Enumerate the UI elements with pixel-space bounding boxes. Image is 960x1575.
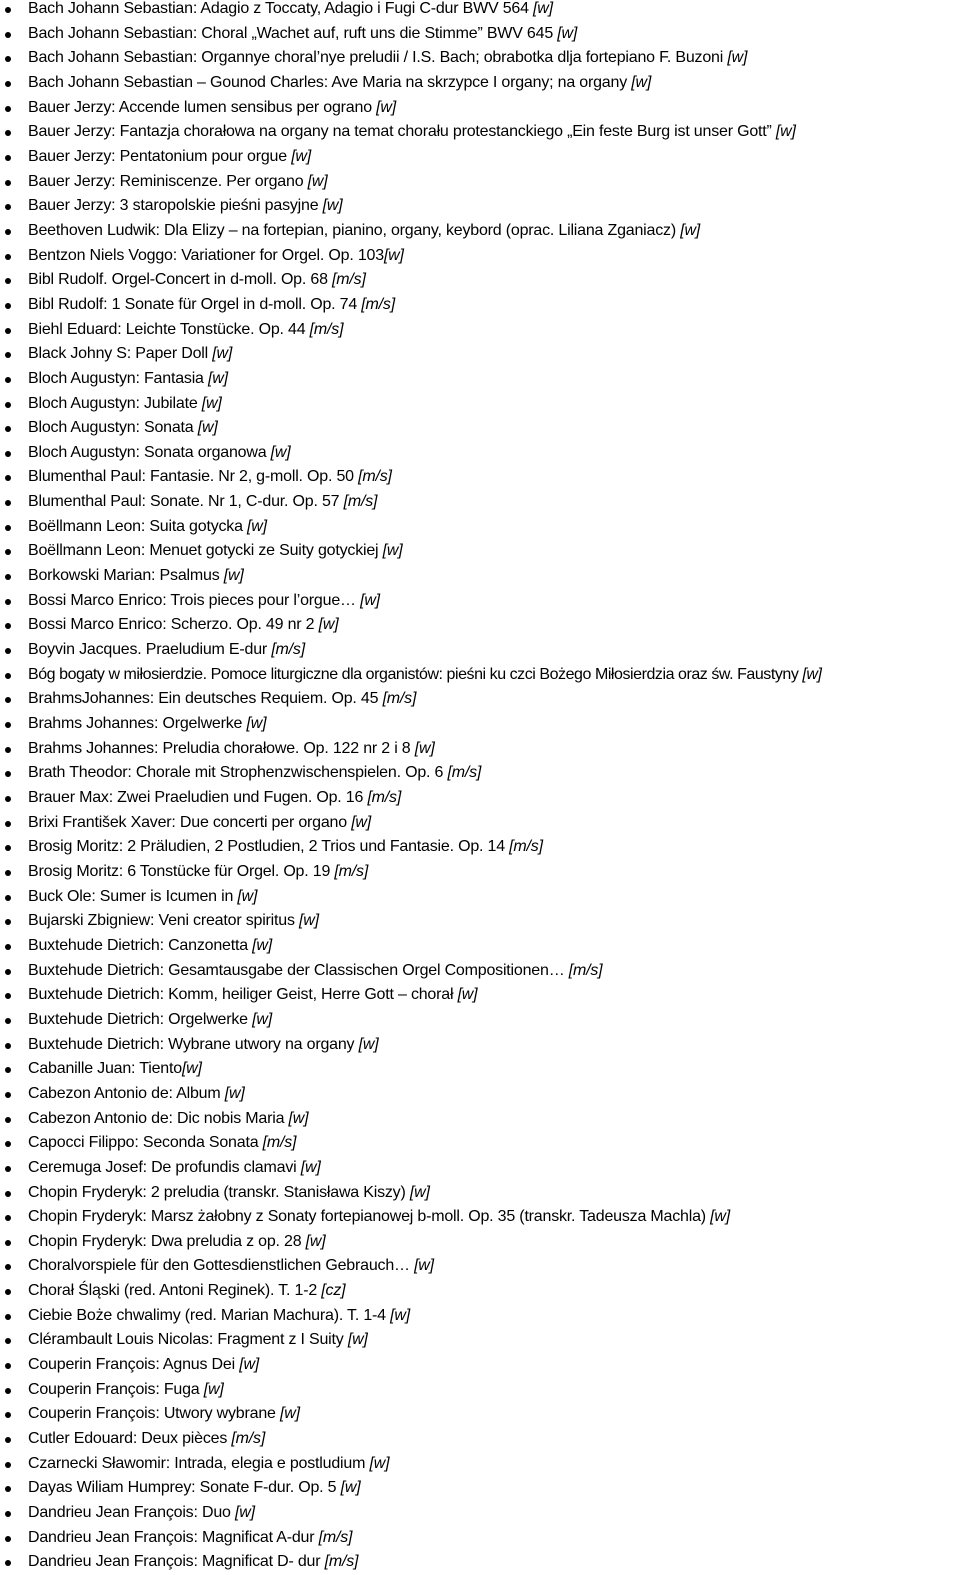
entry-text: Blumenthal Paul: Fantasie. Nr 2, g-moll. Op. 50 <box>28 468 359 486</box>
entry-text: Boyvin Jacques. Praeludium E-dur <box>28 641 272 659</box>
entry-tag: [m/s] <box>358 468 392 486</box>
entry-text: Cabezon Antonio de: Album <box>28 1084 225 1102</box>
entry-tag: [w] <box>247 517 267 535</box>
entry-tag: [w] <box>239 1356 260 1374</box>
list-item <box>0 909 960 934</box>
bullet-icon <box>5 1412 11 1418</box>
bullet-icon <box>5 771 11 777</box>
entry-tag: [m/s] <box>262 1134 297 1152</box>
list-item <box>0 663 960 688</box>
entry-tag: [m/s] <box>334 862 369 880</box>
entry-tag: [w] <box>322 197 343 215</box>
bullet-icon <box>5 1388 11 1394</box>
bullet-icon <box>5 402 11 408</box>
entry-tag: [w] <box>533 0 553 17</box>
entry-text: Buxtehude Dietrich: Gesamtausgabe der Classischen Orgel Compositionen… <box>28 961 569 979</box>
entry-text: Dandrieu Jean François: Magnificat D- dur <box>28 1553 325 1571</box>
list-item <box>0 120 960 145</box>
list-item <box>0 712 960 737</box>
entry-text: Clérambault Louis Nicolas: Fragment z I Suity <box>28 1331 348 1349</box>
bullet-icon <box>5 180 11 186</box>
list-item <box>0 589 960 614</box>
entry-text: Bloch Augustyn: Sonata organowa <box>28 443 271 461</box>
list-item <box>0 1402 960 1427</box>
list-item <box>0 1057 960 1082</box>
entry-text: Bach Johann Sebastian: Adagio z Toccaty, Adagio i Fugi C-dur BWV 564 <box>28 0 534 17</box>
list-item <box>0 1550 960 1575</box>
bullet-icon <box>5 870 11 876</box>
entry-text: Brosig Moritz: 2 Präludien, 2 Postludien, 2 Trios und Fantasie. Op. 14 <box>28 838 510 856</box>
list-item <box>0 367 960 392</box>
entry-text: Capocci Filippo: Seconda Sonata <box>28 1134 263 1152</box>
entry-tag: [m/s] <box>361 295 395 313</box>
bullet-icon <box>5 1092 11 1098</box>
bullet-icon <box>5 919 11 925</box>
entry-tag: [m/s] <box>231 1430 266 1448</box>
entry-text: Brahms Johannes: Orgelwerke <box>28 715 247 733</box>
entry-text: Bibl Rudolf: 1 Sonate für Orgel in d-moll. Op. 74 <box>28 295 362 313</box>
bullet-icon <box>5 599 11 605</box>
bullet-icon <box>5 969 11 975</box>
entry-tag: [m/s] <box>324 1553 359 1571</box>
bullet-icon <box>5 673 11 679</box>
bullet-icon <box>5 1067 11 1073</box>
entry-tag: [w] <box>237 887 258 905</box>
entry-tag: [w] <box>299 912 319 930</box>
entry-text: Couperin François: Utwory wybrane <box>28 1405 280 1423</box>
bullet-icon <box>5 1191 11 1197</box>
entry-tag: [w] <box>360 591 380 609</box>
entry-text: Brixi František Xaver: Due concerti per organo <box>28 813 352 831</box>
entry-text: Buxtehude Dietrich: Komm, heiliger Geist, Herre Gott – chorał <box>28 986 458 1004</box>
entry-text: Chopin Fryderyk: Dwa preludia z op. 28 <box>28 1232 306 1250</box>
list-item <box>0 687 960 712</box>
list-item <box>0 293 960 318</box>
entry-text: Bach Johann Sebastian – Gounod Charles: Ave Maria na skrzypce I organy; na organy <box>28 73 632 91</box>
bullet-icon <box>5 451 11 457</box>
bullet-icon <box>5 7 11 13</box>
entry-text: Brahms Johannes: Preludia chorałowe. Op. 122 nr 2 i 8 <box>28 739 415 757</box>
list-item <box>0 959 960 984</box>
entry-text: BrahmsJohannes: Ein deutsches Requiem. Op. 45 <box>28 690 383 708</box>
entry-text: Bach Johann Sebastian: Choral „Wachet auf, ruft uns die Stimme” BWV 645 <box>28 24 558 42</box>
entry-tag: [w] <box>305 1232 326 1250</box>
list-item <box>0 170 960 195</box>
entry-tag: [w] <box>457 986 478 1004</box>
entry-text: Cabezon Antonio de: Dic nobis Maria <box>28 1109 289 1127</box>
bullet-icon <box>5 1264 11 1270</box>
entry-text: Cutler Edouard: Deux pièces <box>28 1430 232 1448</box>
entry-text: Bloch Augustyn: Fantasia <box>28 369 209 387</box>
entry-text: Bujarski Zbigniew: Veni creator spiritus <box>28 912 300 930</box>
entry-text: Ceremuga Josef: De profundis clamavi <box>28 1158 301 1176</box>
bullet-icon <box>5 352 11 358</box>
entry-text: Chorał Śląski (red. Antoni Reginek). T. 1-2 <box>28 1282 322 1300</box>
list-item <box>0 1033 960 1058</box>
entry-text: Borkowski Marian: Psalmus <box>28 567 224 585</box>
bullet-icon <box>5 204 11 210</box>
list-item <box>0 1476 960 1501</box>
entry-text: Bach Johann Sebastian: Organnye choral’nye preludii / I.S. Bach; obrabotka dlja fortepiano F. Buzoni <box>28 49 728 67</box>
entry-text: Biehl Eduard: Leichte Tonstücke. Op. 44 <box>28 320 310 338</box>
list-item <box>0 564 960 589</box>
bullet-icon <box>5 328 11 334</box>
entry-tag: [cz] <box>321 1282 346 1300</box>
entry-tag: [w] <box>376 98 396 116</box>
entry-text: Bossi Marco Enrico: Trois pieces pour l’orgue… <box>28 591 361 609</box>
list-item <box>0 1452 960 1477</box>
entry-text: Brath Theodor: Chorale mit Strophenzwischenspielen. Op. 6 <box>28 764 448 782</box>
bullet-icon <box>5 1462 11 1468</box>
entry-tag: [w] <box>727 49 748 67</box>
list-item <box>0 96 960 121</box>
entry-text: Bóg bogaty w miłosierdzie. Pomoce liturgiczne dla organistów: pieśni ku czci Bożego Miłosierdzia oraz św. Faustyny <box>28 665 803 683</box>
entry-tag: [w] <box>680 221 701 239</box>
bullet-icon <box>5 56 11 62</box>
entry-text: Dayas Wiliam Humprey: Sonate F-dur. Op. 5 <box>28 1479 341 1497</box>
entry-tag: [w] <box>409 1183 430 1201</box>
entry-tag: [w] <box>351 813 372 831</box>
list-item <box>0 515 960 540</box>
entry-tag: [w] <box>775 123 796 141</box>
bullet-icon <box>5 303 11 309</box>
entry-tag: [m/s] <box>382 690 417 708</box>
entry-tag: [w] <box>557 24 578 42</box>
list-item <box>0 1082 960 1107</box>
entry-text: Couperin François: Fuga <box>28 1380 204 1398</box>
entry-tag: [m/s] <box>568 961 603 979</box>
bullet-icon <box>5 32 11 38</box>
entry-tag: [w] <box>382 542 403 560</box>
entry-tag: [w] <box>358 1035 379 1053</box>
bullet-icon <box>5 81 11 87</box>
bullet-icon <box>5 623 11 629</box>
list-item <box>0 786 960 811</box>
list-item <box>0 194 960 219</box>
entry-text: Czarnecki Sławomir: Intrada, elegia e postludium <box>28 1454 370 1472</box>
list-item <box>0 613 960 638</box>
list-item <box>0 1501 960 1526</box>
bullet-icon <box>5 1018 11 1024</box>
entry-text: Brosig Moritz: 6 Tonstücke für Orgel. Op. 19 <box>28 862 335 880</box>
bullet-icon <box>5 747 11 753</box>
list-item <box>0 885 960 910</box>
list-item <box>0 1008 960 1033</box>
bullet-icon <box>5 1314 11 1320</box>
list-item <box>0 22 960 47</box>
bullet-icon <box>5 278 11 284</box>
bullet-icon <box>5 549 11 555</box>
entry-text: Buxtehude Dietrich: Wybrane utwory na organy <box>28 1035 359 1053</box>
bullet-icon <box>5 821 11 827</box>
entry-text: Bloch Augustyn: Jubilate <box>28 394 202 412</box>
entry-text: Chopin Fryderyk: 2 preludia (transkr. Stanisława Kiszy) <box>28 1183 410 1201</box>
list-item <box>0 1378 960 1403</box>
list-item <box>0 392 960 417</box>
entry-tag: [w] <box>802 665 822 683</box>
bullet-icon <box>5 106 11 112</box>
bullet-icon <box>5 1215 11 1221</box>
bullet-icon <box>5 648 11 654</box>
entry-text: Bauer Jerzy: Reminiscenze. Per organo <box>28 172 308 190</box>
list-item <box>0 268 960 293</box>
bullet-icon <box>5 1437 11 1443</box>
entry-tag: [w] <box>201 394 222 412</box>
entry-tag: [w] <box>181 1060 202 1078</box>
list-item <box>0 934 960 959</box>
entry-text: Cabanille Juan: Tiento <box>28 1060 182 1078</box>
entry-tag: [w] <box>279 1405 300 1423</box>
entry-text: Black Johny S: Paper Doll <box>28 345 213 363</box>
list-item <box>0 1526 960 1551</box>
bullet-icon <box>5 1240 11 1246</box>
entry-tag: [w] <box>390 1306 410 1324</box>
entry-tag: [w] <box>710 1208 731 1226</box>
list-item <box>0 71 960 96</box>
entry-tag: [w] <box>223 567 244 585</box>
list-item <box>0 219 960 244</box>
entry-text: Chopin Fryderyk: Marsz żałobny z Sonaty fortepianowej b-moll. Op. 35 (transkr. Tadeusza Machla) <box>28 1208 711 1226</box>
list-item <box>0 1107 960 1132</box>
entry-tag: [w] <box>212 345 233 363</box>
entry-text: Buxtehude Dietrich: Orgelwerke <box>28 1010 253 1028</box>
list-item <box>0 1181 960 1206</box>
entry-tag: [w] <box>414 1257 434 1275</box>
list-item <box>0 1427 960 1452</box>
entry-tag: [w] <box>631 73 652 91</box>
bullet-icon <box>5 1166 11 1172</box>
entry-text: Couperin François: Agnus Dei <box>28 1356 240 1374</box>
bullet-icon <box>5 796 11 802</box>
bullet-icon <box>5 1289 11 1295</box>
list-item <box>0 835 960 860</box>
entry-text: Dandrieu Jean François: Magnificat A-dur <box>28 1528 319 1546</box>
entry-text: Bauer Jerzy: Accende lumen sensibus per ograno <box>28 98 377 116</box>
list-item <box>0 1230 960 1255</box>
entry-tag: [w] <box>383 246 404 264</box>
bullet-icon <box>5 1117 11 1123</box>
list-item <box>0 46 960 71</box>
entry-text: Bentzon Niels Voggo: Variationer for Orgel. Op. 103 <box>28 246 384 264</box>
entry-text: Bauer Jerzy: 3 staropolskie pieśni pasyjne <box>28 197 323 215</box>
entry-text: Boëllmann Leon: Menuet gotycki ze Suity gotyckiej <box>28 542 383 560</box>
entry-text: Buxtehude Dietrich: Canzonetta <box>28 936 253 954</box>
bullet-icon <box>5 1141 11 1147</box>
list-item <box>0 465 960 490</box>
list-item <box>0 1353 960 1378</box>
list-item <box>0 342 960 367</box>
entry-tag: [m/s] <box>318 1528 353 1546</box>
bullet-icon <box>5 500 11 506</box>
entry-text: Bauer Jerzy: Pentatonium pour orgue <box>28 147 292 165</box>
list-item <box>0 145 960 170</box>
entry-tag: [w] <box>307 172 328 190</box>
bullet-icon <box>5 895 11 901</box>
entry-tag: [m/s] <box>343 493 378 511</box>
bullet-icon <box>5 1486 11 1492</box>
bullet-icon <box>5 944 11 950</box>
entry-tag: [w] <box>208 369 228 387</box>
entry-tag: [w] <box>340 1479 361 1497</box>
list-item <box>0 0 960 22</box>
entry-text: Choralvorspiele für den Gottesdienstlichen Gebrauch… <box>28 1257 415 1275</box>
bullet-icon <box>5 1043 11 1049</box>
entry-tag: [w] <box>224 1084 245 1102</box>
bullet-icon <box>5 130 11 136</box>
bullet-icon <box>5 1363 11 1369</box>
bullet-icon <box>5 1511 11 1517</box>
bullet-icon <box>5 722 11 728</box>
entry-text: Brauer Max: Zwei Praeludien und Fugen. Op. 16 <box>28 789 368 806</box>
entry-text: Ciebie Boże chwalimy (red. Marian Machura). T. 1-4 <box>28 1306 391 1324</box>
entry-text: Bossi Marco Enrico: Scherzo. Op. 49 nr 2 <box>28 616 319 634</box>
bullet-icon <box>5 1536 11 1542</box>
entry-tag: [m/s] <box>367 789 402 806</box>
list-item <box>0 416 960 441</box>
list-item <box>0 539 960 564</box>
entry-tag: [w] <box>318 616 339 634</box>
entry-text: Bibl Rudolf. Orgel-Concert in d-moll. Op. 68 <box>28 271 333 289</box>
bullet-icon <box>5 229 11 235</box>
entry-text: Boëllmann Leon: Suita gotycka <box>28 517 248 535</box>
bullet-icon <box>5 426 11 432</box>
entry-tag: [m/s] <box>332 271 366 289</box>
list-item <box>0 1131 960 1156</box>
bullet-icon <box>5 1338 11 1344</box>
entry-tag: [w] <box>414 739 435 757</box>
entry-tag: [w] <box>369 1454 390 1472</box>
entry-text: Bloch Augustyn: Sonata <box>28 419 198 437</box>
bullet-icon <box>5 475 11 481</box>
entry-text: Beethoven Ludwik: Dla Elizy – na fortepian, pianino, organy, keybord (oprac. Liliana Zganiacz) <box>28 221 681 239</box>
bullet-icon <box>5 1560 11 1566</box>
entry-text: Buck Ole: Sumer is Icumen in <box>28 887 238 905</box>
bullet-icon <box>5 377 11 383</box>
entry-tag: [w] <box>288 1109 309 1127</box>
list-item <box>0 761 960 786</box>
entry-tag: [w] <box>252 936 273 954</box>
list-item <box>0 441 960 466</box>
entry-tag: [w] <box>270 443 291 461</box>
list-item <box>0 638 960 663</box>
bullet-icon <box>5 254 11 260</box>
entry-tag: [m/s] <box>271 641 305 659</box>
entry-tag: [w] <box>246 715 267 733</box>
bullet-icon <box>5 993 11 999</box>
list-item <box>0 811 960 836</box>
list-item <box>0 983 960 1008</box>
entry-text: Blumenthal Paul: Sonate. Nr 1, C-dur. Op. 57 <box>28 493 344 511</box>
list-item <box>0 737 960 762</box>
list-item <box>0 318 960 343</box>
entry-tag: [w] <box>234 1504 255 1522</box>
bullet-icon <box>5 574 11 580</box>
list-item <box>0 1304 960 1329</box>
entry-text: Bauer Jerzy: Fantazja chorałowa na organy na temat chorału protestanckiego „Ein feste Burg ist unser Gott” <box>28 123 776 141</box>
entry-tag: [w] <box>203 1380 224 1398</box>
entry-tag: [m/s] <box>309 320 344 338</box>
entry-tag: [w] <box>197 419 218 437</box>
list-item <box>0 1279 960 1304</box>
entry-text: Dandrieu Jean François: Duo <box>28 1504 235 1522</box>
entry-tag: [m/s] <box>447 764 482 782</box>
list-item <box>0 860 960 885</box>
entry-tag: [w] <box>252 1010 272 1028</box>
bullet-icon <box>5 845 11 851</box>
list-item <box>0 490 960 515</box>
list-item <box>0 1205 960 1230</box>
bullet-icon <box>5 525 11 531</box>
entry-tag: [w] <box>300 1158 321 1176</box>
list-item <box>0 1254 960 1279</box>
list-item <box>0 1156 960 1181</box>
bullet-icon <box>5 155 11 161</box>
list-item <box>0 1328 960 1353</box>
entry-tag: [w] <box>291 147 312 165</box>
entry-tag: [m/s] <box>509 838 543 856</box>
list-item <box>0 244 960 269</box>
entry-tag: [w] <box>347 1331 368 1349</box>
bullet-icon <box>5 697 11 703</box>
